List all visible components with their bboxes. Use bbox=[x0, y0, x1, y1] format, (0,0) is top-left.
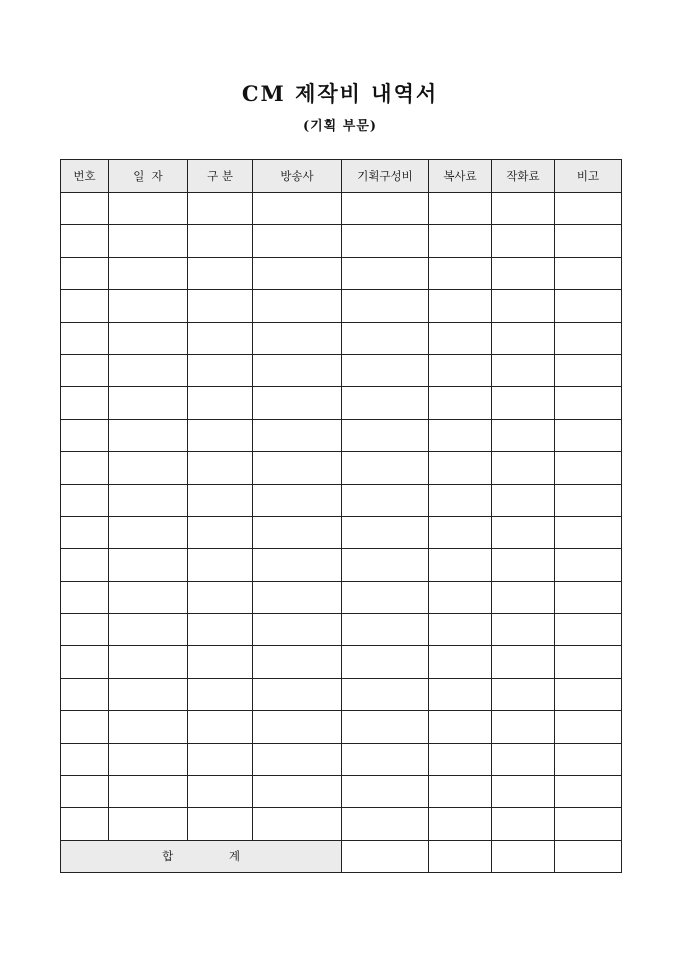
table-cell-planning-fee[interactable] bbox=[342, 516, 429, 548]
table-cell-remarks[interactable] bbox=[555, 452, 622, 484]
table-cell-copy-fee[interactable] bbox=[429, 257, 492, 289]
table-cell-number[interactable] bbox=[61, 322, 109, 354]
table-cell-broadcaster[interactable] bbox=[253, 193, 342, 225]
table-cell-category[interactable] bbox=[188, 484, 253, 516]
table-row bbox=[61, 743, 622, 775]
table-cell-date[interactable] bbox=[109, 452, 188, 484]
total-label: 합 계 bbox=[61, 840, 342, 872]
table-cell-category[interactable] bbox=[188, 549, 253, 581]
table-cell-artwork-fee[interactable] bbox=[492, 225, 555, 257]
table-cell-date[interactable] bbox=[109, 322, 188, 354]
table-cell-date[interactable] bbox=[109, 711, 188, 743]
table-cell-date[interactable] bbox=[109, 225, 188, 257]
table-cell-category[interactable] bbox=[188, 581, 253, 613]
table-cell-category[interactable] bbox=[188, 711, 253, 743]
column-header-planning-fee: 기획구성비 bbox=[342, 160, 429, 193]
table-cell-planning-fee[interactable] bbox=[342, 257, 429, 289]
table-cell-planning-fee[interactable] bbox=[342, 225, 429, 257]
table-cell-planning-fee[interactable] bbox=[342, 776, 429, 808]
table-cell-remarks[interactable] bbox=[555, 354, 622, 386]
table-cell-category[interactable] bbox=[188, 225, 253, 257]
table-cell-copy-fee[interactable] bbox=[429, 484, 492, 516]
table-cell-artwork-fee[interactable] bbox=[492, 484, 555, 516]
column-header-broadcaster: 방송사 bbox=[253, 160, 342, 193]
table-row bbox=[61, 581, 622, 613]
table-cell-number[interactable] bbox=[61, 678, 109, 710]
table-cell-date[interactable] bbox=[109, 808, 188, 840]
table-cell-remarks[interactable] bbox=[555, 193, 622, 225]
expense-table bbox=[60, 159, 622, 873]
table-cell-remarks[interactable] bbox=[555, 225, 622, 257]
table-cell-category[interactable] bbox=[188, 322, 253, 354]
table-cell-artwork-fee[interactable] bbox=[492, 322, 555, 354]
table-cell-broadcaster[interactable] bbox=[253, 484, 342, 516]
table-cell-broadcaster[interactable] bbox=[253, 549, 342, 581]
table-cell-date[interactable] bbox=[109, 678, 188, 710]
table-cell-copy-fee[interactable] bbox=[429, 711, 492, 743]
table-cell-artwork-fee[interactable] bbox=[492, 387, 555, 419]
table-row bbox=[61, 614, 622, 646]
table-cell-number[interactable] bbox=[61, 581, 109, 613]
table-row bbox=[61, 290, 622, 322]
table-cell-date[interactable] bbox=[109, 614, 188, 646]
table-cell-planning-fee[interactable] bbox=[342, 419, 429, 451]
table-cell-broadcaster[interactable] bbox=[253, 776, 342, 808]
table-cell-planning-fee[interactable] bbox=[342, 549, 429, 581]
total-cell-artwork-fee[interactable] bbox=[492, 840, 555, 872]
table-cell-category[interactable] bbox=[188, 743, 253, 775]
table-cell-copy-fee[interactable] bbox=[429, 322, 492, 354]
table-cell-artwork-fee[interactable] bbox=[492, 549, 555, 581]
table-cell-date[interactable] bbox=[109, 193, 188, 225]
table-cell-number[interactable] bbox=[61, 484, 109, 516]
table-row bbox=[61, 322, 622, 354]
column-header-category: 구 분 bbox=[188, 160, 253, 193]
table-cell-broadcaster[interactable] bbox=[253, 290, 342, 322]
table-cell-artwork-fee[interactable] bbox=[492, 452, 555, 484]
table-cell-artwork-fee[interactable] bbox=[492, 516, 555, 548]
table-cell-remarks[interactable] bbox=[555, 549, 622, 581]
table-cell-planning-fee[interactable] bbox=[342, 646, 429, 678]
table-cell-remarks[interactable] bbox=[555, 614, 622, 646]
table-cell-copy-fee[interactable] bbox=[429, 614, 492, 646]
table-cell-number[interactable] bbox=[61, 516, 109, 548]
table-cell-number[interactable] bbox=[61, 808, 109, 840]
table-cell-copy-fee[interactable] bbox=[429, 678, 492, 710]
table-cell-number[interactable] bbox=[61, 776, 109, 808]
table-cell-date[interactable] bbox=[109, 387, 188, 419]
table-cell-copy-fee[interactable] bbox=[429, 354, 492, 386]
table-row bbox=[61, 387, 622, 419]
table-cell-date[interactable] bbox=[109, 776, 188, 808]
table-row bbox=[61, 452, 622, 484]
table-cell-broadcaster[interactable] bbox=[253, 354, 342, 386]
table-cell-copy-fee[interactable] bbox=[429, 387, 492, 419]
table-cell-broadcaster[interactable] bbox=[253, 419, 342, 451]
table-cell-planning-fee[interactable] bbox=[342, 711, 429, 743]
table-cell-date[interactable] bbox=[109, 646, 188, 678]
column-header-copy-fee: 복사료 bbox=[429, 160, 492, 193]
table-cell-broadcaster[interactable] bbox=[253, 614, 342, 646]
table-cell-category[interactable] bbox=[188, 516, 253, 548]
table-cell-remarks[interactable] bbox=[555, 322, 622, 354]
table-cell-artwork-fee[interactable] bbox=[492, 581, 555, 613]
table-cell-category[interactable] bbox=[188, 808, 253, 840]
total-cell-copy-fee[interactable] bbox=[429, 840, 492, 872]
table-cell-category[interactable] bbox=[188, 776, 253, 808]
table-cell-broadcaster[interactable] bbox=[253, 808, 342, 840]
table-cell-remarks[interactable] bbox=[555, 257, 622, 289]
table-cell-planning-fee[interactable] bbox=[342, 581, 429, 613]
table-cell-date[interactable] bbox=[109, 257, 188, 289]
table-cell-artwork-fee[interactable] bbox=[492, 614, 555, 646]
table-cell-remarks[interactable] bbox=[555, 581, 622, 613]
table-cell-planning-fee[interactable] bbox=[342, 322, 429, 354]
table-cell-artwork-fee[interactable] bbox=[492, 193, 555, 225]
table-cell-copy-fee[interactable] bbox=[429, 290, 492, 322]
table-cell-remarks[interactable] bbox=[555, 419, 622, 451]
table-cell-artwork-fee[interactable] bbox=[492, 354, 555, 386]
table-cell-category[interactable] bbox=[188, 419, 253, 451]
table-cell-broadcaster[interactable] bbox=[253, 678, 342, 710]
table-cell-date[interactable] bbox=[109, 581, 188, 613]
total-row bbox=[61, 840, 622, 872]
table-cell-copy-fee[interactable] bbox=[429, 419, 492, 451]
table-row bbox=[61, 225, 622, 257]
table-cell-planning-fee[interactable] bbox=[342, 387, 429, 419]
table-cell-date[interactable] bbox=[109, 743, 188, 775]
table-cell-copy-fee[interactable] bbox=[429, 646, 492, 678]
table-cell-artwork-fee[interactable] bbox=[492, 743, 555, 775]
table-cell-number[interactable] bbox=[61, 290, 109, 322]
table-cell-planning-fee[interactable] bbox=[342, 452, 429, 484]
table-cell-artwork-fee[interactable] bbox=[492, 808, 555, 840]
table-cell-category[interactable] bbox=[188, 646, 253, 678]
table-cell-copy-fee[interactable] bbox=[429, 452, 492, 484]
table-cell-remarks[interactable] bbox=[555, 646, 622, 678]
table-cell-number[interactable] bbox=[61, 711, 109, 743]
table-cell-broadcaster[interactable] bbox=[253, 581, 342, 613]
document-title: CM 제작비 내역서 bbox=[241, 81, 439, 106]
column-header-number: 번호 bbox=[61, 160, 109, 193]
table-cell-number[interactable] bbox=[61, 193, 109, 225]
total-cell-remarks[interactable] bbox=[555, 840, 622, 872]
table-cell-date[interactable] bbox=[109, 516, 188, 548]
table-cell-remarks[interactable] bbox=[555, 387, 622, 419]
table-cell-remarks[interactable] bbox=[555, 808, 622, 840]
table-row bbox=[61, 549, 622, 581]
table-cell-number[interactable] bbox=[61, 743, 109, 775]
table-cell-planning-fee[interactable] bbox=[342, 290, 429, 322]
table-body bbox=[61, 193, 622, 841]
table-cell-broadcaster[interactable] bbox=[253, 646, 342, 678]
table-cell-number[interactable] bbox=[61, 549, 109, 581]
table-cell-remarks[interactable] bbox=[555, 290, 622, 322]
table-cell-artwork-fee[interactable] bbox=[492, 257, 555, 289]
table-row bbox=[61, 808, 622, 840]
table-cell-copy-fee[interactable] bbox=[429, 549, 492, 581]
table-cell-copy-fee[interactable] bbox=[429, 225, 492, 257]
table-row bbox=[61, 711, 622, 743]
table-cell-copy-fee[interactable] bbox=[429, 743, 492, 775]
table-cell-category[interactable] bbox=[188, 614, 253, 646]
table-row bbox=[61, 257, 622, 289]
table-cell-broadcaster[interactable] bbox=[253, 516, 342, 548]
table-cell-broadcaster[interactable] bbox=[253, 387, 342, 419]
table-cell-planning-fee[interactable] bbox=[342, 354, 429, 386]
table-cell-artwork-fee[interactable] bbox=[492, 646, 555, 678]
table-cell-planning-fee[interactable] bbox=[342, 808, 429, 840]
table-cell-remarks[interactable] bbox=[555, 743, 622, 775]
table-row bbox=[61, 484, 622, 516]
table-cell-number[interactable] bbox=[61, 225, 109, 257]
table-cell-broadcaster[interactable] bbox=[253, 225, 342, 257]
table-cell-category[interactable] bbox=[188, 257, 253, 289]
table-cell-date[interactable] bbox=[109, 484, 188, 516]
table-cell-broadcaster[interactable] bbox=[253, 257, 342, 289]
table-row bbox=[61, 193, 622, 225]
document-subtitle: (기획 부문) bbox=[302, 119, 378, 134]
table-cell-broadcaster[interactable] bbox=[253, 452, 342, 484]
table-cell-artwork-fee[interactable] bbox=[492, 290, 555, 322]
table-cell-date[interactable] bbox=[109, 354, 188, 386]
table-cell-date[interactable] bbox=[109, 290, 188, 322]
table-row bbox=[61, 516, 622, 548]
table-cell-category[interactable] bbox=[188, 354, 253, 386]
table-cell-artwork-fee[interactable] bbox=[492, 776, 555, 808]
table-cell-number[interactable] bbox=[61, 257, 109, 289]
table-cell-number[interactable] bbox=[61, 354, 109, 386]
table-row bbox=[61, 678, 622, 710]
table-cell-number[interactable] bbox=[61, 387, 109, 419]
table-row bbox=[61, 354, 622, 386]
table-cell-artwork-fee[interactable] bbox=[492, 419, 555, 451]
table-cell-planning-fee[interactable] bbox=[342, 614, 429, 646]
table-cell-copy-fee[interactable] bbox=[429, 581, 492, 613]
table-cell-remarks[interactable] bbox=[555, 678, 622, 710]
table-cell-copy-fee[interactable] bbox=[429, 516, 492, 548]
table-cell-number[interactable] bbox=[61, 646, 109, 678]
table-cell-broadcaster[interactable] bbox=[253, 322, 342, 354]
header-row bbox=[61, 160, 622, 193]
column-header-date: 일 자 bbox=[109, 160, 188, 193]
column-header-artwork-fee: 작화료 bbox=[492, 160, 555, 193]
table-cell-category[interactable] bbox=[188, 387, 253, 419]
table-cell-remarks[interactable] bbox=[555, 516, 622, 548]
column-header-remarks: 비고 bbox=[555, 160, 622, 193]
table-cell-number[interactable] bbox=[61, 419, 109, 451]
total-cell-planning-fee[interactable] bbox=[342, 840, 429, 872]
table-cell-planning-fee[interactable] bbox=[342, 678, 429, 710]
table-cell-planning-fee[interactable] bbox=[342, 193, 429, 225]
table-cell-artwork-fee[interactable] bbox=[492, 711, 555, 743]
table-cell-category[interactable] bbox=[188, 193, 253, 225]
table-row bbox=[61, 419, 622, 451]
table-cell-copy-fee[interactable] bbox=[429, 808, 492, 840]
table-cell-number[interactable] bbox=[61, 614, 109, 646]
table-cell-date[interactable] bbox=[109, 419, 188, 451]
table-cell-artwork-fee[interactable] bbox=[492, 678, 555, 710]
table-cell-planning-fee[interactable] bbox=[342, 743, 429, 775]
table-cell-broadcaster[interactable] bbox=[253, 711, 342, 743]
table-cell-category[interactable] bbox=[188, 678, 253, 710]
table-cell-copy-fee[interactable] bbox=[429, 193, 492, 225]
table-row bbox=[61, 776, 622, 808]
table-cell-date[interactable] bbox=[109, 549, 188, 581]
table-cell-broadcaster[interactable] bbox=[253, 743, 342, 775]
table-cell-copy-fee[interactable] bbox=[429, 776, 492, 808]
table-cell-remarks[interactable] bbox=[555, 711, 622, 743]
table-cell-number[interactable] bbox=[61, 452, 109, 484]
table-cell-planning-fee[interactable] bbox=[342, 484, 429, 516]
table-cell-remarks[interactable] bbox=[555, 776, 622, 808]
table-cell-remarks[interactable] bbox=[555, 484, 622, 516]
table-cell-category[interactable] bbox=[188, 290, 253, 322]
table-row bbox=[61, 646, 622, 678]
table-cell-category[interactable] bbox=[188, 452, 253, 484]
